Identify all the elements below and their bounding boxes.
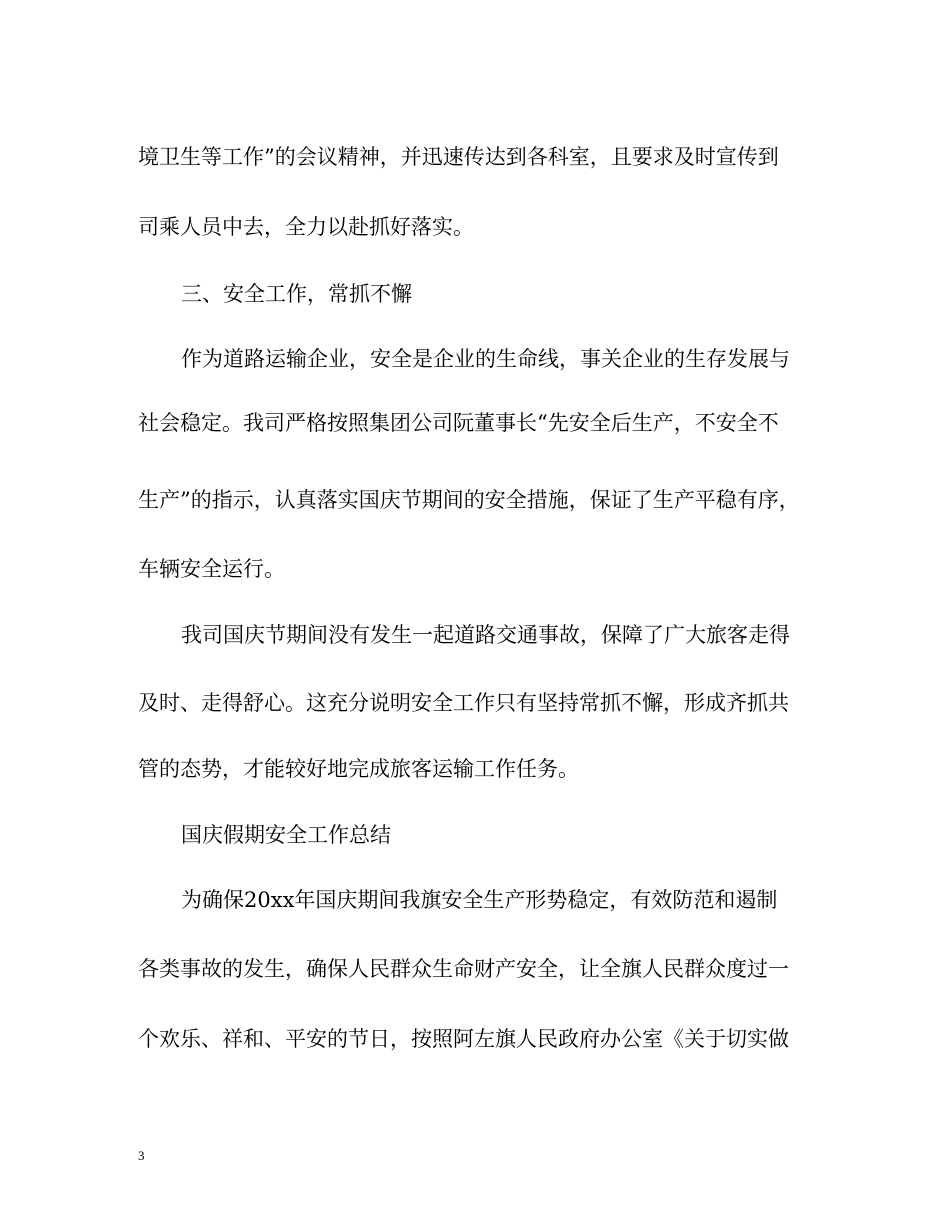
text-line: 境卫生等工作”的会议精神，并迅速传达到各科室，且要求及时宣传到 <box>138 145 779 169</box>
document-title: 国庆假期安全工作总结 <box>181 823 391 847</box>
text-line: 管的态势，才能较好地完成旅客运输工作任务。 <box>138 757 579 781</box>
text-line: 及时、走得舒心。这充分说明安全工作只有坚持常抓不懈，形成齐抓共 <box>138 691 789 715</box>
text-line: 社会稳定。我司严格按照集团公司阮董事长“先安全后生产，不安全不 <box>138 411 779 435</box>
page-number: 3 <box>138 1148 145 1163</box>
text-line: 车辆安全运行。 <box>138 557 285 581</box>
text-line: 各类事故的发生，确保人民群众生命财产安全，让全旗人民群众度过一 <box>138 957 789 981</box>
text-line: 个欢乐、祥和、平安的节日，按照阿左旗人民政府办公室《关于切实做 <box>138 1027 789 1051</box>
text-line: 我司国庆节期间没有发生一起道路交通事故，保障了广大旅客走得 <box>181 623 790 647</box>
text-line: 为确保20xx年国庆期间我旗安全生产形势稳定，有效防范和遏制 <box>181 888 778 912</box>
text-line: 司乘人员中去，全力以赴抓好落实。 <box>138 215 474 239</box>
section-heading: 三、安全工作，常抓不懈 <box>181 282 412 306</box>
text-line: 作为道路运输企业，安全是企业的生命线，事关企业的生存发展与 <box>181 347 790 371</box>
text-line: 生产”的指示，认真落实国庆节期间的安全措施，保证了生产平稳有序， <box>138 488 800 512</box>
